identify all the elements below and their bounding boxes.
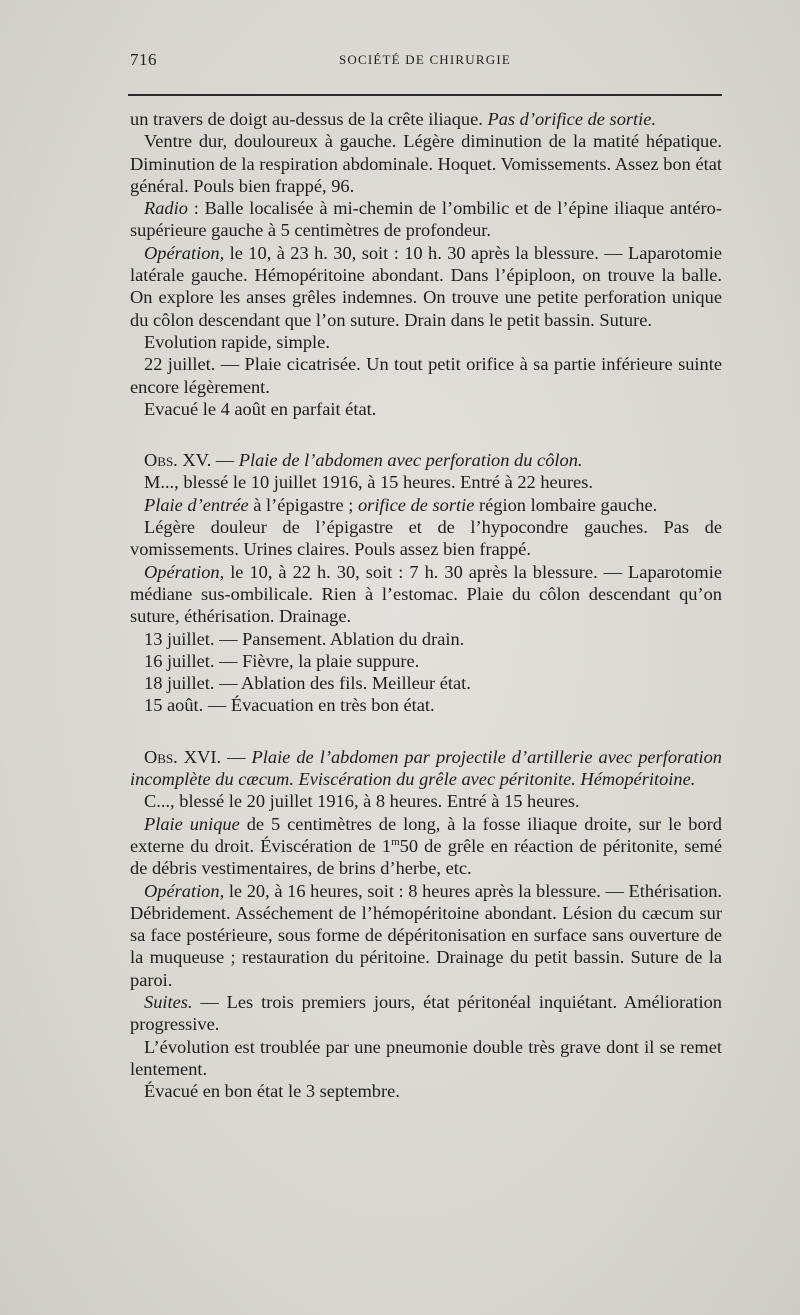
page-header <box>130 50 720 76</box>
paragraph: Evolution rapide, simple. <box>144 331 330 352</box>
section-gap <box>130 420 722 449</box>
running-head: SOCIÉTÉ DE CHIRURGIE <box>338 52 512 67</box>
paragraph: L’évolution est troublée par une pneumonie double très grave dont il se remet lentement. <box>130 1036 722 1079</box>
paragraph: Suites. — Les trois premiers jours, état péritonéal inquiétant. Amélioration progressive. <box>130 991 722 1035</box>
paragraph: Opération, le 10, à 22 h. 30, soit : 7 h. 30 après la blessure. — Laparotomie médiane sus-ombilicale. Rien à l’estomac. Plaie du côlon descendant qu’on suture, éthérisation. Drainage. <box>130 561 722 627</box>
paragraph: 13 juillet. — Pansement. Ablation du drain. <box>144 628 465 649</box>
paragraph: Plaie unique de 5 centimètres de long, à la fosse iliaque droite, sur le bord externe du droit. Éviscération de 1$^m$50 de grêle en réaction de péritonite, semé de débris vestimentaires, de brins d’herbe, etc. <box>130 813 723 879</box>
page-body <box>130 108 722 1102</box>
paragraph: un travers de doigt au-dessus de la crête iliaque. Pas d’orifice de sortie. <box>130 109 657 129</box>
observation-heading: Obs. XVI. — Plaie de l’abdomen par projectile d’artillerie avec perforation incomplète du cæcum. Eviscération du grêle avec péritonite. Hémopéritoine. <box>130 746 722 790</box>
paragraph: Opération, le 10, à 23 h. 30, soit : 10 h. 30 après la blessure. — Laparotomie latérale gauche. Hémopéritoine abondant. Dans l’épiploon, on trouve la balle. On explore les anses grêles indemnes. On trouve une petite perforation unique du côlon descendant que l’on suture. Drain dans le petit bassin. Suture. <box>130 242 722 330</box>
paragraph: 18 juillet. — Ablation des fils. Meilleur état. <box>144 673 471 694</box>
paragraph: 16 juillet. — Fièvre, la plaie suppure. <box>144 650 420 671</box>
paragraph: Opération, le 20, à 16 heures, soit : 8 heures après la blessure. — Ethérisation. Débridement. Asséchement de l’hémopéritoine abondant. Lésion du cæcum sur sa face postérieure, sous forme de dépéritonisation en surface sans ouverture de la muqueuse ; restauration du péritoine. Drainage du petit bassin. Suture de la paroi. <box>130 880 722 990</box>
paragraph: C..., blessé le 20 juillet 1916, à 8 heures. Entré à 15 heures. <box>144 791 580 812</box>
page-number: 716 <box>130 50 157 69</box>
paragraph: Ventre dur, douloureux à gauche. Légère diminution de la matité hépatique. Diminution de la respiration abdominale. Hoquet. Vomissements. Assez bon état général. Pouls bien frappé, 96. <box>130 131 722 196</box>
paragraph: Plaie d’entrée à l’épigastre ; orifice de sortie région lombaire gauche. <box>144 494 658 515</box>
paragraph: Radio : Balle localisée à mi-chemin de l’ombilic et de l’épine iliaque antéro-supérieure gauche à 5 centimètres de profondeur. <box>130 198 722 241</box>
observation-heading: Obs. XV. — Plaie de l’abdomen avec perforation du côlon. <box>144 450 583 471</box>
paragraph: M..., blessé le 10 juillet 1916, à 15 heures. Entré à 22 heures. <box>144 472 593 493</box>
paragraph: Légère douleur de l’épigastre et de l’hypocondre gauches. Pas de vomissements. Urines claires. Pouls assez bien frappé. <box>130 517 722 560</box>
header-rule <box>128 94 722 96</box>
paragraph: 15 août. — Évacuation en très bon état. <box>144 695 435 716</box>
paragraph: Évacué en bon état le 3 septembre. <box>144 1081 400 1102</box>
paragraph: 22 juillet. — Plaie cicatrisée. Un tout petit orifice à sa partie inférieure suinte encore légèrement. <box>130 354 722 397</box>
section-gap <box>130 717 722 746</box>
paragraph: Evacué le 4 août en parfait état. <box>144 398 377 419</box>
